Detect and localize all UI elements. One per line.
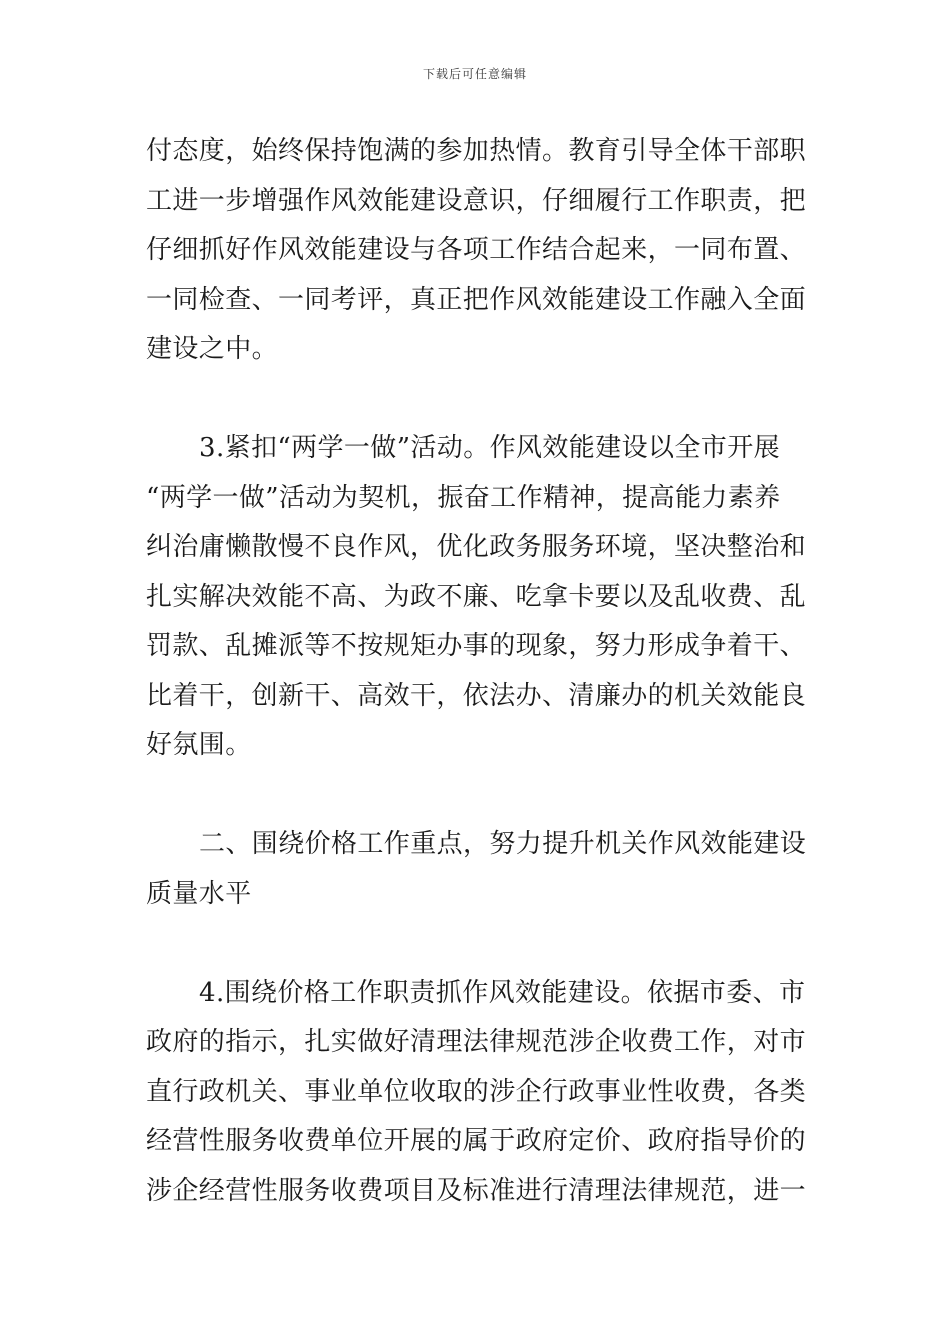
paragraph-line: 纠治庸懒散慢不良作风，优化政务服务环境，坚决整治和 — [146, 532, 807, 562]
heading-line: 质量水平 — [146, 878, 252, 909]
section-heading — [146, 820, 808, 919]
paragraph-line: “两学一做”活动为契机，振奋工作精神，提高能力素养 — [146, 482, 781, 513]
paragraph-line: 工进一步增强作风效能建设意识，仔细履行工作职责，把 — [146, 185, 807, 216]
paragraph-line: 政府的指示，扎实做好清理法律规范涉企收费工作，对市 — [146, 1027, 807, 1057]
paragraph-line: 仔细抓好作风效能建设与各项工作结合起来，一同布置、 — [146, 235, 807, 265]
paragraph-line: 直行政机关、事业单位收取的涉企行政事业性收费，各类 — [146, 1076, 807, 1107]
paragraph-line: 罚款、乱摊派等不按规矩办事的现象，努力形成争着干、 — [146, 631, 807, 661]
paragraph-spacer — [146, 919, 808, 969]
paragraph-line: 4.围绕价格工作职责抓作风效能建设。依据市委、市 — [199, 977, 806, 1008]
paragraph-line: 涉企经营性服务收费项目及标准进行清理法律规范，进一 — [146, 1175, 807, 1206]
paragraph-line: 一同检查、一同考评，真正把作风效能建设工作融入全面 — [146, 284, 807, 315]
paragraph-line: 好氛围。 — [146, 730, 252, 760]
document-body — [146, 127, 808, 1216]
paragraph-1 — [146, 127, 808, 375]
paragraph-line: 付态度，始终保持饱满的参加热情。教育引导全体干部职 — [146, 136, 807, 166]
heading-line: 二、围绕价格工作重点，努力提升机关作风效能建设 — [199, 829, 807, 859]
paragraph-line: 经营性服务收费单位开展的属于政府定价、政府指导价的 — [146, 1126, 807, 1156]
paragraph-4 — [146, 969, 808, 1217]
paragraph-2 — [146, 424, 808, 771]
paragraph-line: 比着干，创新干、高效干，依法办、清廉办的机关效能良 — [146, 680, 807, 711]
paragraph-line: 建设之中。 — [146, 334, 279, 364]
paragraph-spacer — [146, 375, 808, 425]
paragraph-spacer — [146, 771, 808, 821]
paragraph-line: 3.紧扣“两学一做”活动。作风效能建设以全市开展 — [199, 433, 780, 463]
page-header-note: 下载后可任意编辑 — [422, 67, 527, 81]
paragraph-line: 扎实解决效能不高、为政不廉、吃拿卡要以及乱收费、乱 — [146, 581, 807, 612]
